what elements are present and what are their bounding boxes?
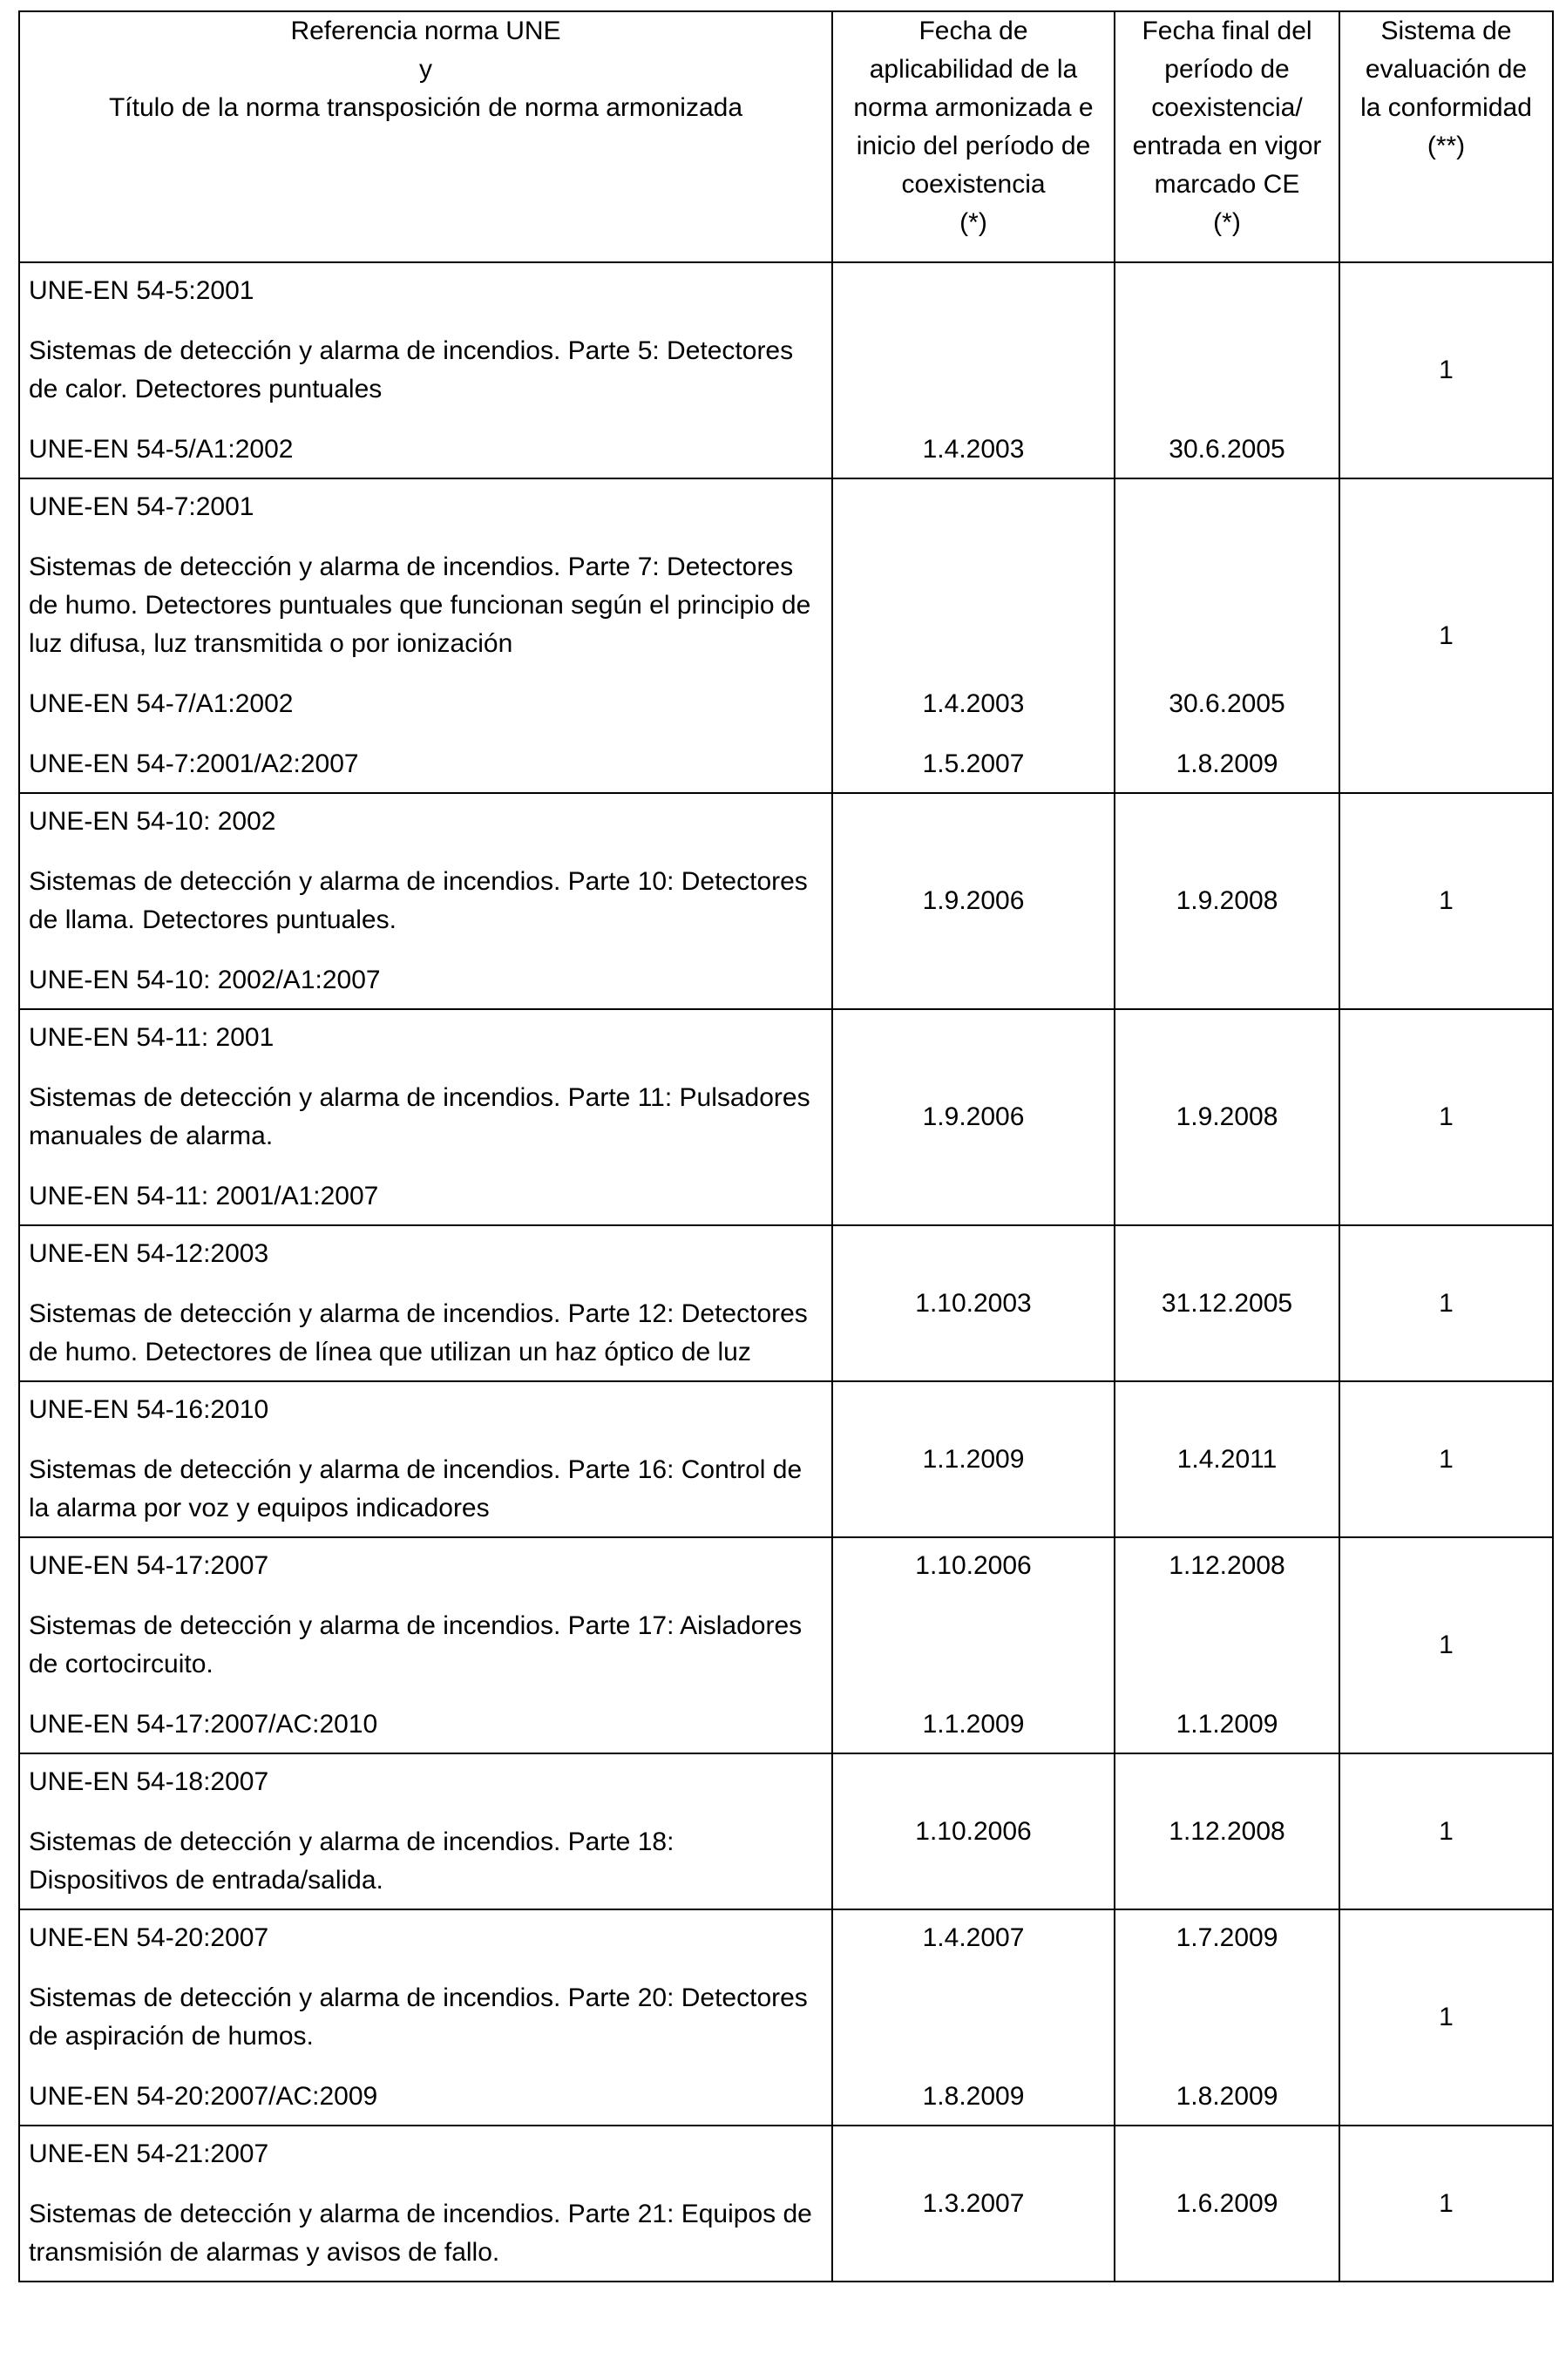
standard-reference: UNE-EN 54-10: 2002/A1:2007 — [29, 966, 381, 994]
table-body — [19, 262, 1553, 2282]
header-line: (*) — [959, 208, 987, 237]
date-value: 1.7.2009 — [1176, 1923, 1278, 1952]
end-coexistence-date-cell — [1115, 2126, 1339, 2282]
end-coexistence-date-cell — [1115, 793, 1339, 1009]
header-line: (**) — [1427, 132, 1466, 160]
date-value: 1.8.2009 — [1176, 2082, 1278, 2111]
header-line: evaluación de — [1365, 55, 1528, 84]
date-value: 1.1.2009 — [922, 1710, 1025, 1739]
date-value: 1.10.2006 — [915, 1551, 1032, 1580]
date-value: 1.9.2006 — [922, 886, 1025, 915]
standard-reference: UNE-EN 54-20:2007/AC:2009 — [29, 2082, 378, 2111]
system-value: 1 — [1439, 620, 1454, 650]
applicability-date-cell — [832, 1537, 1115, 1753]
reference-title-cell — [19, 793, 832, 1009]
date-value: 1.4.2007 — [922, 1923, 1025, 1952]
header-line: coexistencia/ — [1151, 93, 1303, 122]
header-line: la conformidad — [1360, 93, 1532, 122]
table-row — [19, 262, 1553, 478]
date-value: 1.10.2003 — [915, 1288, 1032, 1318]
standard-title: Sistemas de detección y alarma de incendios. Parte 5: Detectores de calor. Detectores puntuales — [29, 336, 794, 403]
header-end-coexistence-date — [1115, 11, 1339, 262]
conformity-system-cell — [1339, 262, 1553, 478]
conformity-system-cell — [1339, 1753, 1553, 1909]
applicability-date-cell — [832, 262, 1115, 478]
reference-title-cell — [19, 1537, 832, 1753]
date-value: 1.9.2008 — [1176, 1102, 1278, 1131]
applicability-date-cell — [832, 793, 1115, 1009]
header-line: Sistema de — [1380, 17, 1512, 45]
standard-title: Sistemas de detección y alarma de incendios. Parte 12: Detectores de humo. Detectores de línea que utilizan un haz óptico de luz — [29, 1299, 808, 1366]
table-row — [19, 1225, 1553, 1381]
header-line: entrada en vigor — [1132, 132, 1322, 160]
header-line: inicio del período de — [856, 132, 1091, 160]
date-value: 1.12.2008 — [1169, 1816, 1285, 1846]
end-coexistence-date-cell — [1115, 1909, 1339, 2126]
applicability-date-cell — [832, 1753, 1115, 1909]
standard-reference: UNE-EN 54-17:2007 — [29, 1551, 269, 1580]
system-value: 1 — [1439, 2188, 1454, 2218]
standard-reference: UNE-EN 54-12:2003 — [29, 1239, 269, 1268]
header-line: y — [419, 55, 432, 84]
standard-title: Sistemas de detección y alarma de incendios. Parte 21: Equipos de transmisión de alarmas y avisos de fallo. — [29, 2200, 812, 2267]
standard-reference: UNE-EN 54-5/A1:2002 — [29, 435, 294, 464]
applicability-date-cell — [832, 1381, 1115, 1537]
standard-reference: UNE-EN 54-16:2010 — [29, 1395, 269, 1424]
header-line: (*) — [1213, 208, 1241, 237]
date-value: 1.4.2003 — [922, 435, 1025, 464]
date-value: 1.5.2007 — [922, 749, 1025, 778]
applicability-date-cell — [832, 1225, 1115, 1381]
applicability-date-cell — [832, 1909, 1115, 2126]
reference-title-cell — [19, 1753, 832, 1909]
system-value: 1 — [1439, 1102, 1454, 1131]
header-line: coexistencia — [901, 170, 1046, 199]
end-coexistence-date-cell — [1115, 1225, 1339, 1381]
header-line: Fecha final del — [1142, 17, 1312, 45]
header-line: marcado CE — [1154, 170, 1300, 199]
standard-title: Sistemas de detección y alarma de incendios. Parte 16: Control de la alarma por voz y equipos indicadores — [29, 1455, 803, 1522]
standard-title: Sistemas de detección y alarma de incendios. Parte 7: Detectores de humo. Detectores puntuales que funcionan según el principio de luz difusa, luz transmitida o por ionización — [29, 553, 811, 658]
standard-reference: UNE-EN 54-7:2001 — [29, 492, 254, 521]
applicability-date-cell — [832, 478, 1115, 793]
standards-document — [18, 10, 1552, 2282]
system-value: 1 — [1439, 2003, 1454, 2031]
header-line: norma armonizada e — [853, 93, 1094, 122]
standard-reference: UNE-EN 54-7/A1:2002 — [29, 689, 294, 718]
end-coexistence-date-cell — [1115, 1537, 1339, 1753]
system-value: 1 — [1439, 1816, 1454, 1846]
end-coexistence-date-cell — [1115, 478, 1339, 793]
standard-reference: UNE-EN 54-11: 2001 — [29, 1023, 275, 1052]
conformity-system-cell — [1339, 1537, 1553, 1753]
header-reference-title — [19, 11, 832, 262]
date-value: 1.12.2008 — [1169, 1551, 1285, 1580]
standard-title: Sistemas de detección y alarma de incendios. Parte 11: Pulsadores manuales de alarma. — [29, 1083, 810, 1150]
applicability-date-cell — [832, 2126, 1115, 2282]
reference-title-cell — [19, 1009, 832, 1225]
reference-title-cell — [19, 1225, 832, 1381]
date-value: 31.12.2005 — [1161, 1288, 1293, 1318]
table-row — [19, 1381, 1553, 1537]
date-value: 1.1.2009 — [922, 1444, 1025, 1474]
system-value: 1 — [1439, 1444, 1454, 1474]
conformity-system-cell — [1339, 793, 1553, 1009]
standard-title: Sistemas de detección y alarma de incendios. Parte 10: Detectores de llama. Detectores puntuales. — [29, 867, 808, 934]
table-row — [19, 1753, 1553, 1909]
header-applicability-date — [832, 11, 1115, 262]
header-line: Fecha de — [918, 17, 1028, 45]
reference-title-cell — [19, 2126, 832, 2282]
date-value: 1.8.2009 — [922, 2082, 1025, 2111]
date-value: 30.6.2005 — [1169, 435, 1285, 464]
date-value: 1.4.2011 — [1176, 1444, 1278, 1474]
conformity-system-cell — [1339, 2126, 1553, 2282]
conformity-system-cell — [1339, 1009, 1553, 1225]
table-row — [19, 1909, 1553, 2126]
standard-title: Sistemas de detección y alarma de incendios. Parte 17: Aisladores de cortocircuito. — [29, 1611, 803, 1678]
standard-reference: UNE-EN 54-11: 2001/A1:2007 — [29, 1182, 379, 1210]
conformity-system-cell — [1339, 1381, 1553, 1537]
header-conformity-system — [1339, 11, 1553, 262]
table-row — [19, 793, 1553, 1009]
standard-reference: UNE-EN 54-18:2007 — [29, 1767, 269, 1796]
date-value: 1.6.2009 — [1176, 2188, 1278, 2218]
end-coexistence-date-cell — [1115, 1009, 1339, 1225]
standard-reference: UNE-EN 54-17:2007/AC:2010 — [29, 1710, 378, 1739]
system-value: 1 — [1439, 1288, 1454, 1318]
header-line: Referencia norma UNE — [290, 17, 561, 45]
date-value: 30.6.2005 — [1169, 689, 1285, 718]
system-value: 1 — [1439, 886, 1454, 915]
conformity-system-cell — [1339, 478, 1553, 793]
system-value: 1 — [1439, 1631, 1454, 1659]
standard-reference: UNE-EN 54-20:2007 — [29, 1923, 269, 1952]
date-value: 1.3.2007 — [922, 2188, 1025, 2218]
standard-reference: UNE-EN 54-10: 2002 — [29, 807, 276, 836]
table-row — [19, 478, 1553, 793]
reference-title-cell — [19, 262, 832, 478]
date-value: 1.10.2006 — [915, 1816, 1032, 1846]
conformity-system-cell — [1339, 1225, 1553, 1381]
harmonized-standards-table — [18, 10, 1554, 2282]
date-value: 1.9.2006 — [922, 1102, 1025, 1131]
reference-title-cell — [19, 1909, 832, 2126]
header-line: Título de la norma transposición de norma armonizada — [108, 93, 743, 122]
table-row — [19, 1537, 1553, 1753]
date-value: 1.4.2003 — [922, 689, 1025, 718]
date-value: 1.8.2009 — [1176, 749, 1278, 778]
date-value: 1.1.2009 — [1176, 1710, 1278, 1739]
date-value: 1.9.2008 — [1176, 886, 1278, 915]
table-row — [19, 2126, 1553, 2282]
standard-title: Sistemas de detección y alarma de incendios. Parte 18: Dispositivos de entrada/salida. — [29, 1827, 674, 1895]
table-header-row — [19, 11, 1553, 262]
system-value: 1 — [1439, 356, 1454, 384]
reference-title-cell — [19, 1381, 832, 1537]
reference-title-cell — [19, 478, 832, 793]
header-line: período de — [1164, 55, 1290, 84]
table-row — [19, 1009, 1553, 1225]
conformity-system-cell — [1339, 1909, 1553, 2126]
end-coexistence-date-cell — [1115, 1381, 1339, 1537]
applicability-date-cell — [832, 1009, 1115, 1225]
end-coexistence-date-cell — [1115, 1753, 1339, 1909]
standard-reference: UNE-EN 54-21:2007 — [29, 2139, 269, 2168]
standard-reference: UNE-EN 54-5:2001 — [29, 276, 254, 305]
end-coexistence-date-cell — [1115, 262, 1339, 478]
header-line: aplicabilidad de la — [869, 55, 1078, 84]
standard-reference: UNE-EN 54-7:2001/A2:2007 — [29, 749, 359, 778]
standard-title: Sistemas de detección y alarma de incendios. Parte 20: Detectores de aspiración de humos. — [29, 1983, 808, 2051]
